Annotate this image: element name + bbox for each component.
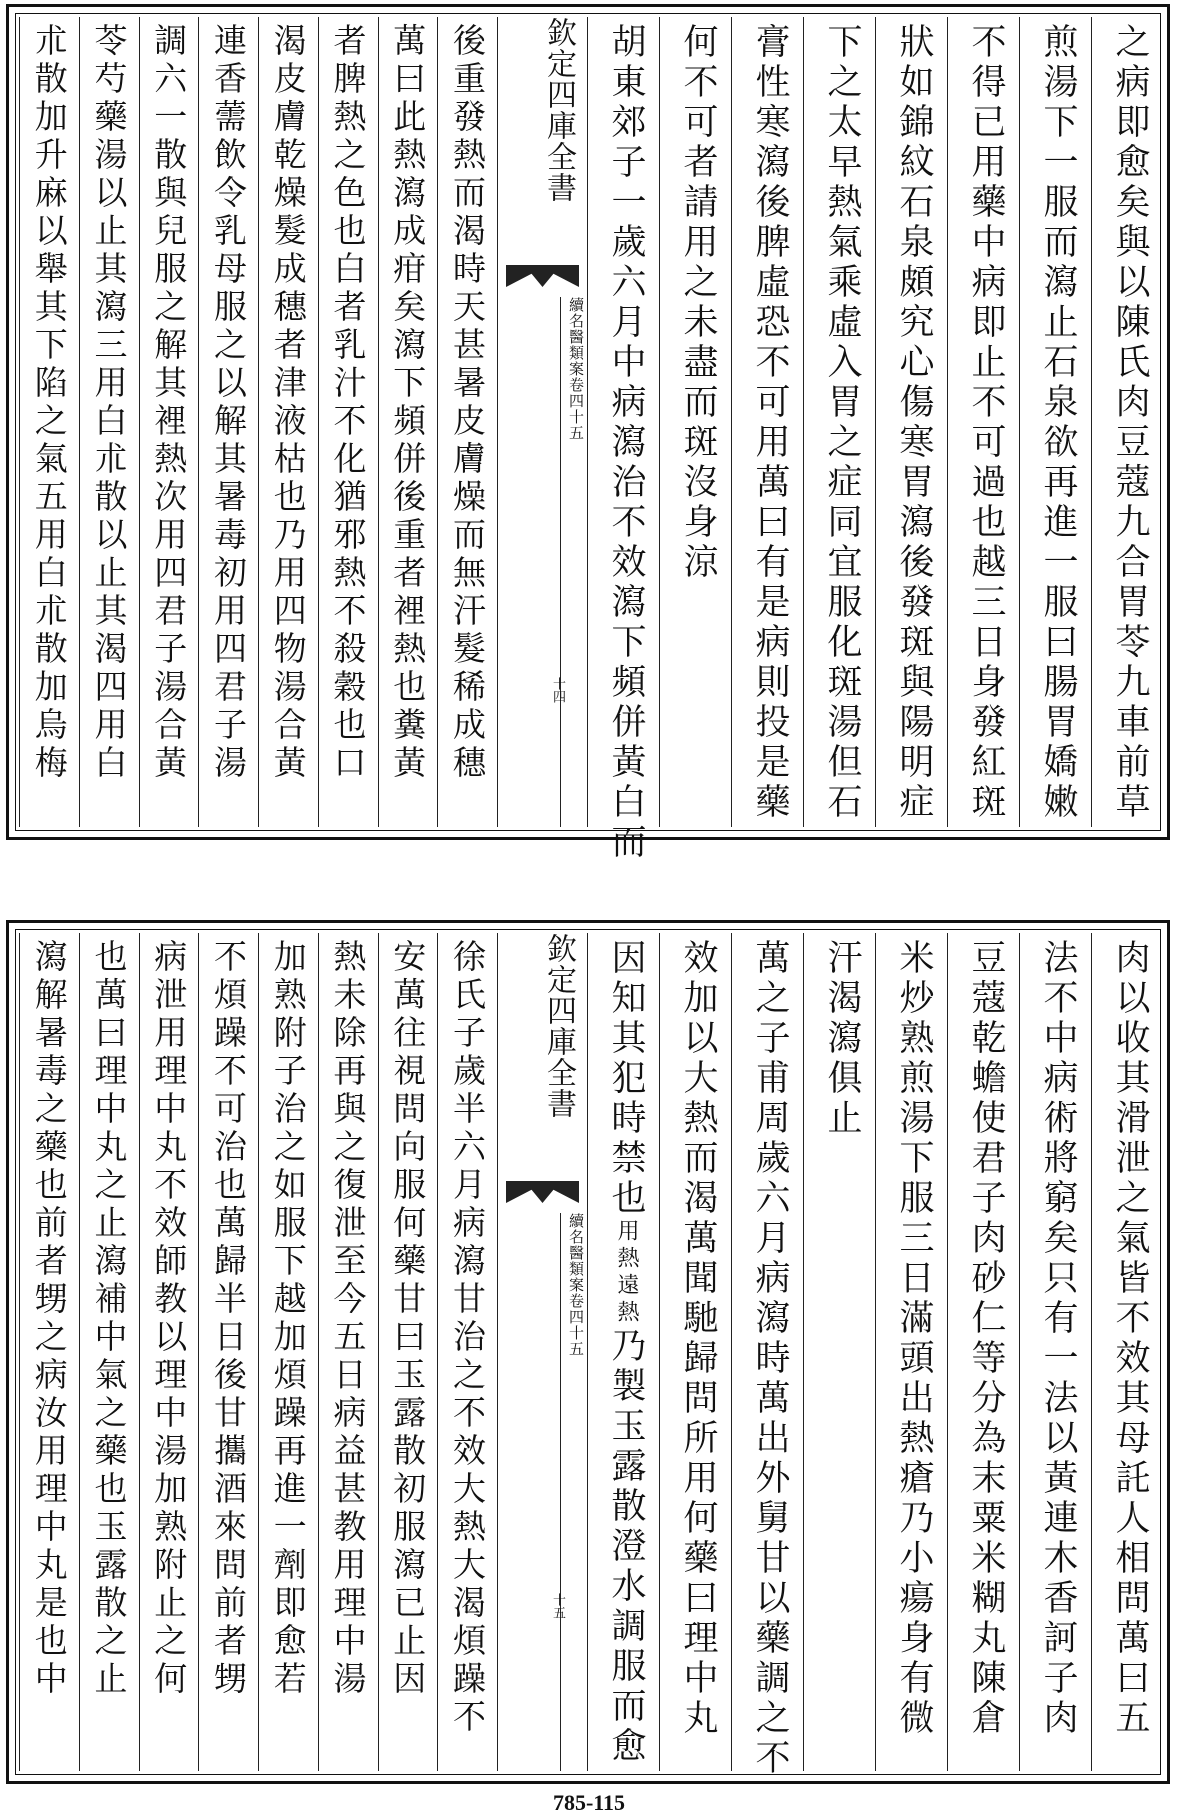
text-column: 不得已用藥中病即止不可過也越三日身發紅斑	[947, 17, 1019, 827]
bottom-page-columns	[19, 933, 1157, 1779]
text-column: 狀如錦紋石泉頗究心傷寒胃瀉後發斑與陽明症	[875, 17, 947, 827]
top-page	[6, 4, 1170, 863]
text-column: 徐氏子歲半六月病瀉甘治之不效大熱大渴煩躁不	[437, 933, 497, 1771]
text-column: 萬曰此熱瀉成疳矣瀉下頻併後重者裡熱也糞黃	[378, 17, 438, 827]
text-column: 煎湯下一服而瀉止石泉欲再進一服曰腸胃嬌嫩	[1019, 17, 1091, 827]
page-number: 十五	[550, 1593, 565, 1619]
fish-tail-mark	[506, 265, 579, 287]
inline-note: 用熱遠熱	[614, 1219, 639, 1327]
text-column: 苓芍藥湯以止其瀉三用白朮散以止其渴四用白	[79, 17, 139, 827]
text-column: 後重發熱而渴時天甚暑皮膚燥而無汗髮稀成穗	[437, 17, 497, 827]
book-info: 續名醫類案 卷四十五	[567, 1213, 585, 1357]
text-column: 何不可者請用之未盡而斑沒身涼	[659, 17, 731, 827]
fish-tail-mark	[506, 1181, 579, 1203]
text-column: 胡東郊子一歲六月中病瀉治不效瀉下頻併黃白而	[587, 17, 659, 827]
top-page-columns	[19, 17, 1157, 863]
book-title: 欽定四庫全書	[541, 17, 576, 203]
text-column: 因知其犯時禁也用熱遠熱乃製玉露散澄水調服而愈	[587, 933, 659, 1771]
text-column: 加熟附子治之如服下越加煩躁再進一劑即愈若	[258, 933, 318, 1771]
text-column: 安萬往視問向服何藥甘曰玉露散初服瀉已止因	[378, 933, 438, 1771]
text-column: 膏性寒瀉後脾虛恐不可用萬曰有是病則投是藥	[731, 17, 803, 827]
text-column: 下之太早熱氣乘虛入胃之症同宜服化斑湯但石	[803, 17, 875, 827]
text-column: 病泄用理中丸不效師教以理中湯加熟附止之何	[139, 933, 199, 1771]
page-footer-number: 785-115	[552, 1790, 626, 1815]
center-fold-band	[497, 933, 587, 1771]
book-info: 續名醫類案 卷四十五	[567, 297, 585, 441]
text-column: 法不中病術將窮矣只有一法以黃連木香訶子肉	[1019, 933, 1091, 1771]
text-column: 熱未除再與之復泄至今五日病益甚教用理中湯	[318, 933, 378, 1771]
text-column: 調六一散與兒服之解其裡熱次用四君子湯合黃	[139, 17, 199, 827]
text-column: 效加以大熱而渴萬聞馳歸問所用何藥曰理中丸	[659, 933, 731, 1771]
bottom-page	[6, 920, 1170, 1784]
text-column: 萬之子甫周歲六月病瀉時萬出外舅甘以藥調之不	[731, 933, 803, 1771]
text-column: 之病即愈矣與以陳氏肉豆蔻九合胃苓九車前草	[1091, 17, 1163, 827]
text-column: 者脾熱之色也白者乳汁不化猶邪熱不殺穀也口	[318, 17, 378, 827]
text-column: 汗渴瀉俱止	[803, 933, 875, 1771]
text-column: 渴皮膚乾燥髮成穗者津液枯也乃用四物湯合黃	[258, 17, 318, 827]
text-column: 肉以收其滑泄之氣皆不效其母託人相問萬曰五	[1091, 933, 1163, 1771]
book-title: 欽定四庫全書	[541, 933, 576, 1119]
text-column: 豆蔻乾蟾使君子肉砂仁等分為末粟米糊丸陳倉	[947, 933, 1019, 1771]
page-number: 十四	[550, 677, 565, 703]
text-column: 連香薷飲令乳母服之以解其暑毒初用四君子湯	[198, 17, 258, 827]
text-column: 米炒熟煎湯下服三日滿頭出熱瘡乃小瘍身有微	[875, 933, 947, 1771]
text-column: 不煩躁不可治也萬歸半日後甘攜酒來問前者甥	[198, 933, 258, 1771]
text-column: 朮散加升麻以舉其下陷之氣五用白朮散加烏梅	[19, 17, 79, 827]
text-column: 也萬曰理中丸之止瀉補中氣之藥也玉露散之止	[79, 933, 139, 1771]
center-fold-band	[497, 17, 587, 827]
text-column: 瀉解暑毒之藥也前者甥之病汝用理中丸是也中	[19, 933, 79, 1771]
